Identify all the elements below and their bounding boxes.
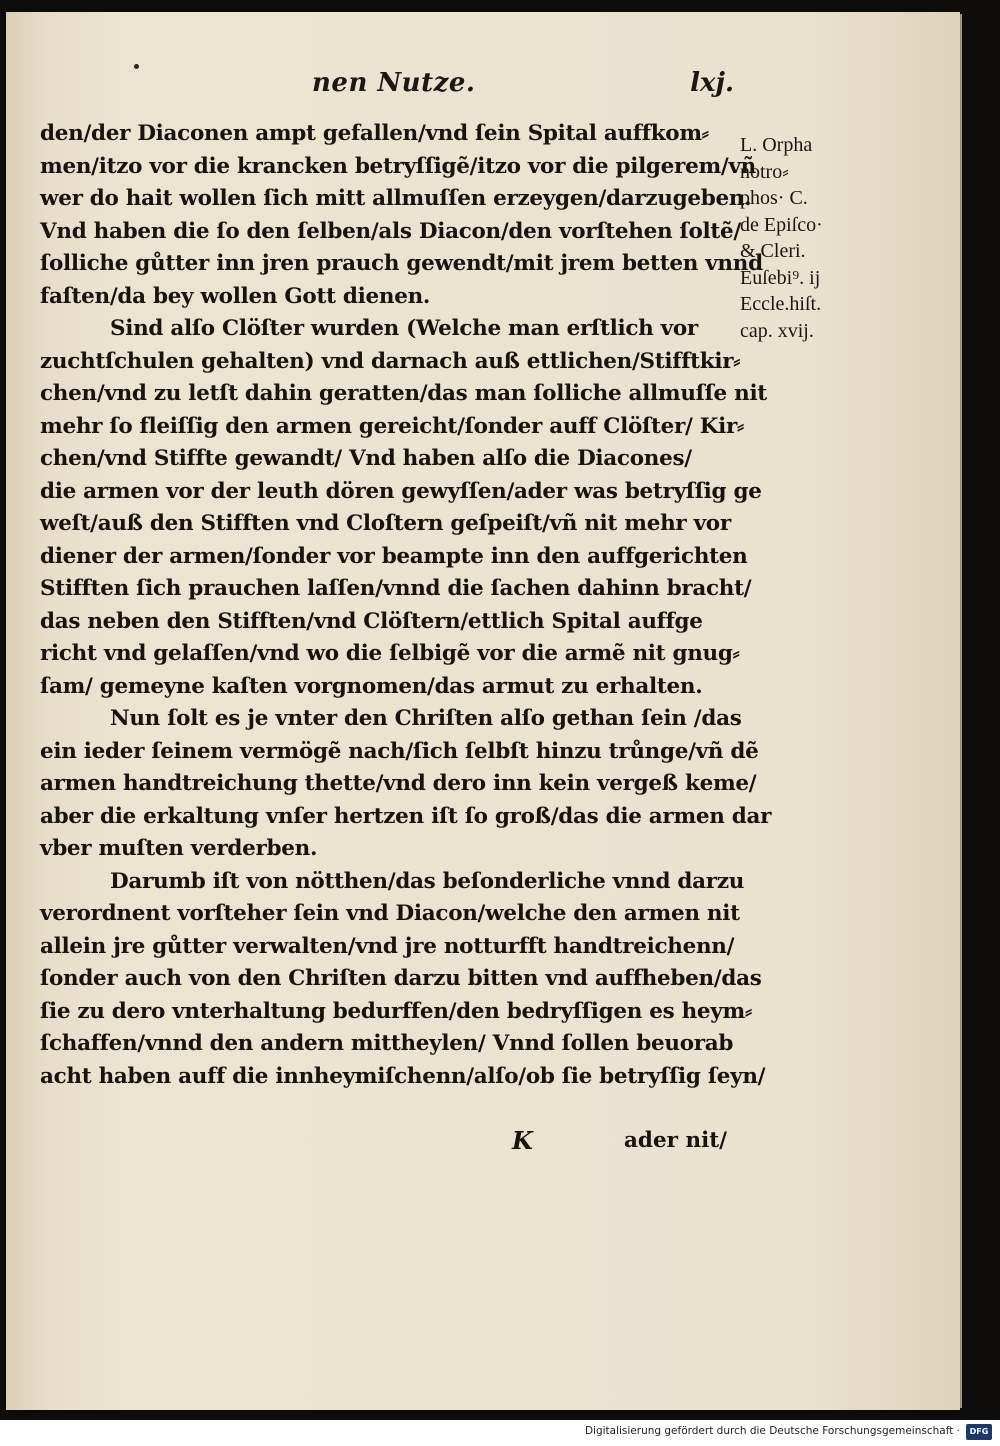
running-head [300, 68, 740, 108]
text-line: ſam/ gemeyne kaſten vorgnomen/das armut zu erhalten. [40, 673, 703, 699]
marginal-note-line: phos· C. [740, 187, 808, 209]
marginal-note [740, 132, 855, 344]
text-line: ein ieder ſeinem vermögẽ nach/ſich ſelbſt hinzu trůnge/vñ dẽ [40, 738, 759, 764]
marginal-note-line: de Epiſco· [740, 213, 823, 236]
funding-credit: Digitalisierung gefördert durch die Deutsche Forschungsgemeinschaft · [584, 1425, 960, 1437]
text-line: armen handtreichung thette/vnd dero inn kein vergeß keme/ [40, 771, 757, 796]
show-through [52, 1128, 132, 1152]
text-line: men/itzo vor die krancken betryſſigẽ/itzo vor die pilgerem/vñ [40, 153, 756, 179]
marginal-note-line: cap. xvij. [740, 319, 814, 342]
text-line: acht haben auff die innheymiſchenn/alſo/ob ſie betryſſig ſeyn/ [40, 1063, 766, 1089]
text-line: ſie zu dero vnterhaltung bedurffen/den bedryſſigen es heym⸗ [40, 998, 752, 1024]
text-line: wer do hait wollen ſich mitt allmuſſen erzeygen/darzugeben. [40, 186, 752, 211]
text-line: mehr ſo fleiſſig den armen gereicht/ſonder auff Clöſter/ Kir⸗ [40, 413, 744, 439]
text-line: Vnd haben die ſo den ſelben/als Diacon/den vorſtehen ſoltẽ/ [40, 218, 741, 244]
marginal-note-line: notro⸗ [740, 160, 789, 183]
text-line: vber muſten verderben. [40, 836, 318, 861]
marginal-note-line: Eccle.hiſt. [740, 293, 822, 315]
text-line: Sind alſo Clöſter wurden (Welche man erſtlich vor [110, 316, 698, 341]
marginal-note-line: & Cleri. [740, 240, 806, 262]
marginal-note-line: Euſebi⁹. ij [740, 266, 821, 289]
text-line: verordnent vorſteher ſein vnd Diacon/welche den armen nit [40, 901, 740, 926]
text-line: ſchaffen/vnnd den andern mittheylen/ Vnnd ſollen beuorab [40, 1031, 734, 1056]
text-line: chen/vnd Stiffte gewandt/ Vnd haben alſo die Diacones/ [40, 446, 692, 471]
text-line: chen/vnd zu letſt dahin geratten/das man ſolliche allmuſſe nit [40, 381, 767, 406]
catchword: ader nit/ [624, 1128, 728, 1153]
folio-number: lxj. [690, 68, 734, 98]
text-line: ſonder auch von den Chriſten darzu bitten vnd auffheben/das [40, 966, 762, 991]
running-head-title: nen Nutze. [312, 68, 476, 98]
text-line: diener der armen/ſonder vor beampte inn den auffgerichten [40, 543, 748, 569]
dfg-logo: DFG [966, 1424, 992, 1440]
text-line: Stifften ſich prauchen laſſen/vnnd die ſachen dahinn bracht/ [40, 576, 752, 601]
ink-speck [134, 64, 139, 69]
text-line: den/der Diaconen ampt gefallen/vnd ſein Spital auffkom⸗ [40, 121, 709, 146]
text-line: faſten/da bey wollen Gott dienen. [40, 283, 431, 309]
marginal-note-line: L. Orpha [740, 134, 813, 156]
text-line: zuchtſchulen gehalten) vnd darnach auß ettlichen/Stifftkir⸗ [40, 348, 741, 374]
text-line: weſt/auß den Stifften vnd Cloſtern geſpeiſt/vñ nit mehr vor [40, 511, 731, 536]
text-line: Nun ſolt es je vnter den Chriſten alſo gethan ſein /das [110, 706, 742, 731]
signature-mark: K [512, 1126, 533, 1155]
text-line: das neben den Stifften/vnd Clöſtern/ettlich Spital auffge [40, 608, 703, 634]
text-line: Darumb iſt von nötthen/das beſonderliche vnnd darzu [110, 868, 745, 894]
text-line: richt vnd gelaſſen/vnd wo die ſelbigẽ vor die armẽ nit gnug⸗ [40, 641, 740, 666]
text-line: aber die erkaltung vnſer hertzen iſt ſo groß/das die armen dar [40, 803, 772, 829]
text-line: ſolliche gůtter inn jren prauch gewendt/mit jrem betten vnnd [40, 251, 763, 276]
footer-bar [0, 1420, 1000, 1446]
text-line: die armen vor der leuth dören gewyſſen/ader was betryſſig ge [40, 478, 762, 504]
text-line: allein jre gůtter verwalten/vnd jre notturfft handtreichenn/ [40, 933, 735, 959]
